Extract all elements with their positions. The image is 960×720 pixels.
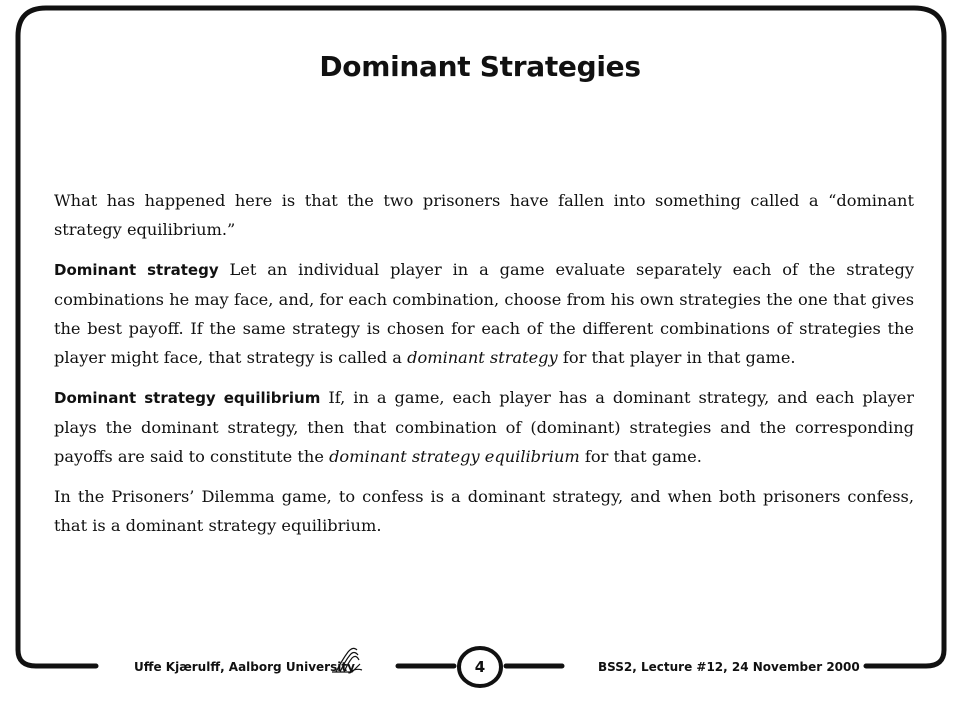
definition-text: If, in a game, each player has a dominant strategy, and each player plays the dominant strategy, then that combination of (dominant) strategies and the corresponding payoffs are said to constitute the [54,388,914,466]
definition-emphasis: dominant strategy [407,348,558,367]
definition-text: Let an individual player in a game evaluate separately each of the strategy combinations he may face, and, for each combination, choose from his own strategies the one that gives the best payoff. If the same strategy is chosen for each of the different combinations of strategies the player might face, that strategy is called a [54,260,914,367]
slide-title: Dominant Strategies [319,50,641,83]
footer-author: Uffe Kjærulff, Aalborg University [134,660,355,674]
slide-body [54,186,914,551]
equilibrium-definition [54,383,914,471]
dominant-strategy-definition [54,255,914,372]
conclusion-paragraph: In the Prisoners’ Dilemma game, to confess is a dominant strategy, and when both prisoners confess, that is a dominant strategy equilibrium. [54,487,914,535]
intro-paragraph: What has happened here is that the two prisoners have fallen into something called a “dominant strategy equilibrium.” [54,191,914,239]
definition-text-end: for that game. [579,447,702,466]
footer-course-info: BSS2, Lecture #12, 24 November 2000 [598,660,860,674]
definition-text-end: for that player in that game. [557,348,796,367]
definition-term: Dominant strategy equilibrium [54,389,321,407]
page-number: 4 [474,658,486,676]
definition-term: Dominant strategy [54,261,219,279]
definition-emphasis: dominant strategy equilibrium [329,447,580,466]
